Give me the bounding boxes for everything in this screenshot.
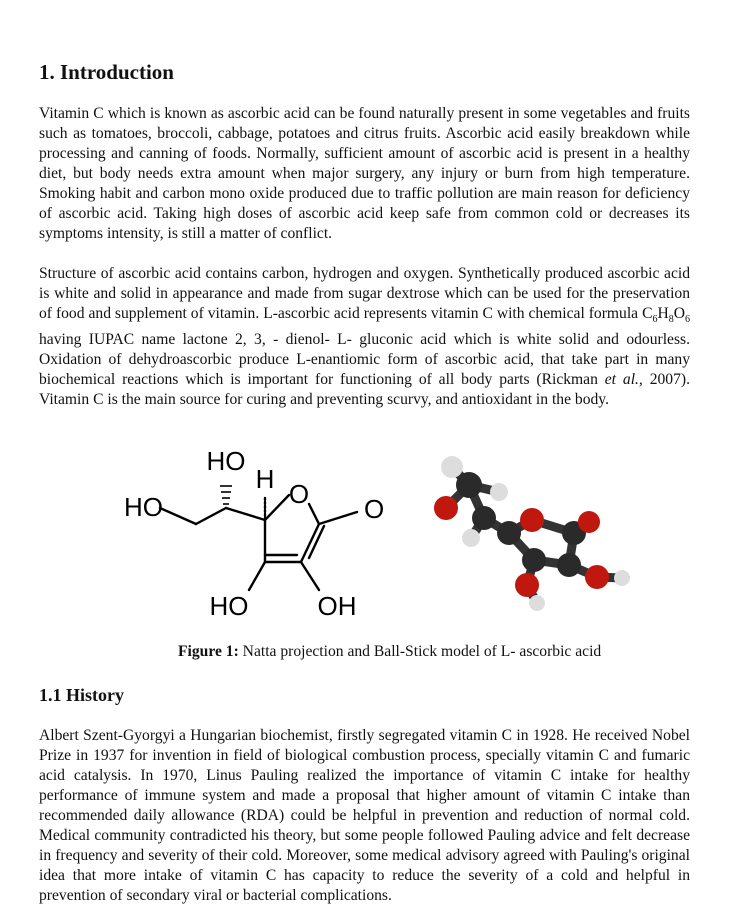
hydrogen-atom xyxy=(614,570,630,586)
carbon-atom xyxy=(557,553,581,577)
hydrogen-atom xyxy=(441,456,463,478)
oxygen-atom xyxy=(434,496,458,520)
p2-text-b: having IUPAC name lactone 2, 3, - dienol- L- gluconic acid which is white solid and odourless. Oxidation of dehydroascorbic produce L-enantiomic form of ascorbic acid, that take part in many biochemical reactions which is important for functioning of all body parts (Rickman xyxy=(39,331,690,389)
caption-text: Natta projection and Ball-Stick model of L- ascorbic acid xyxy=(238,643,602,660)
intro-paragraph-2 xyxy=(39,264,690,410)
subsection-heading: 1.1 History xyxy=(39,685,124,705)
hydrogen-atom xyxy=(462,529,480,547)
label-o-carbonyl: O xyxy=(364,494,385,524)
oxygen-atom xyxy=(520,508,544,532)
history-paragraph: Albert Szent-Gyorgyi a Hungarian biochemist, firstly segregated vitamin C in 1928. He received Nobel Prize in 1937 for invention in field of biological combustion process, specially vitamin C and fumaric acid catalysis. In 1970, Linus Pauling realized the importance of vitamin C intake for healthy performance of immune system and made a proposal that higher amount of vitamin C intake than recommended daily allowance (RDA) could be helpful in prevention and reduction of normal cold. Medical community contradicted his theory, but some people followed Pauling advice and felt decrease in frequency and severity of their cold. Moreover, some medical advisory agreed with Pauling's original idea that more intake of vitamin C has capacity to reduce the severity of a cold and helpful in prevention of secondary viral or bacterial complications. xyxy=(39,727,690,904)
natta-projection xyxy=(160,495,357,590)
hydrogen-atom xyxy=(529,595,545,611)
p2-text-c: 2007). Vitamin C is the main source for curing and preventing scurvy, and antioxidant in the body. xyxy=(39,371,690,409)
carbon-atom xyxy=(456,472,482,498)
et-al: et al., xyxy=(604,371,643,389)
label-ho-bottom: HO xyxy=(209,591,249,621)
hydrogen-atom xyxy=(490,483,508,501)
label-ho-left: HO xyxy=(124,492,163,522)
chemical-formula: $C_6H_8O_6$ xyxy=(642,305,690,326)
label-o-ring: O xyxy=(288,479,310,509)
p2-text-a: Structure of ascorbic acid contains carbon, hydrogen and oxygen. Synthetically produced ascorbic acid is white and solid in appearance and made from sugar dextrose which can be used for the preservation of food and supplement of vitamin. L-ascorbic acid represents vitamin C with chemical formula xyxy=(39,265,690,322)
caption-label: Figure 1: xyxy=(178,643,239,660)
carbon-atom xyxy=(472,506,496,530)
oxygen-atom xyxy=(585,565,609,589)
label-ho-top: HO xyxy=(206,446,246,476)
figure-1 xyxy=(119,440,639,640)
hashed-wedge xyxy=(220,486,232,504)
carbon-atom xyxy=(497,521,521,545)
label-h: H xyxy=(255,464,275,494)
oxygen-atom xyxy=(578,511,600,533)
ball-stick-model xyxy=(434,456,630,611)
label-oh-bottom: OH xyxy=(317,591,357,621)
figure-caption xyxy=(178,642,601,662)
section-heading: 1. Introduction xyxy=(39,60,174,84)
carbon-atom xyxy=(522,548,546,572)
oxygen-atom xyxy=(515,573,539,597)
intro-paragraph-1: Vitamin C which is known as ascorbic acid can be found naturally present in some vegetables and fruits such as tomatoes, broccoli, cabbage, potatoes and citrus fruits. Ascorbic acid easily breakdown while processing and canning of foods. Normally, sufficient amount of ascorbic acid is present in a healthy diet, but body needs extra amount when major surgery, any injury or burn from high temperature. Smoking habit and carbon mono oxide produced due to traffic pollution are main reason for deficiency of ascorbic acid. Taking high doses of ascorbic acid keep safe from common cold or decreases its symptoms intensity, is still a matter of conflict. xyxy=(39,105,690,242)
